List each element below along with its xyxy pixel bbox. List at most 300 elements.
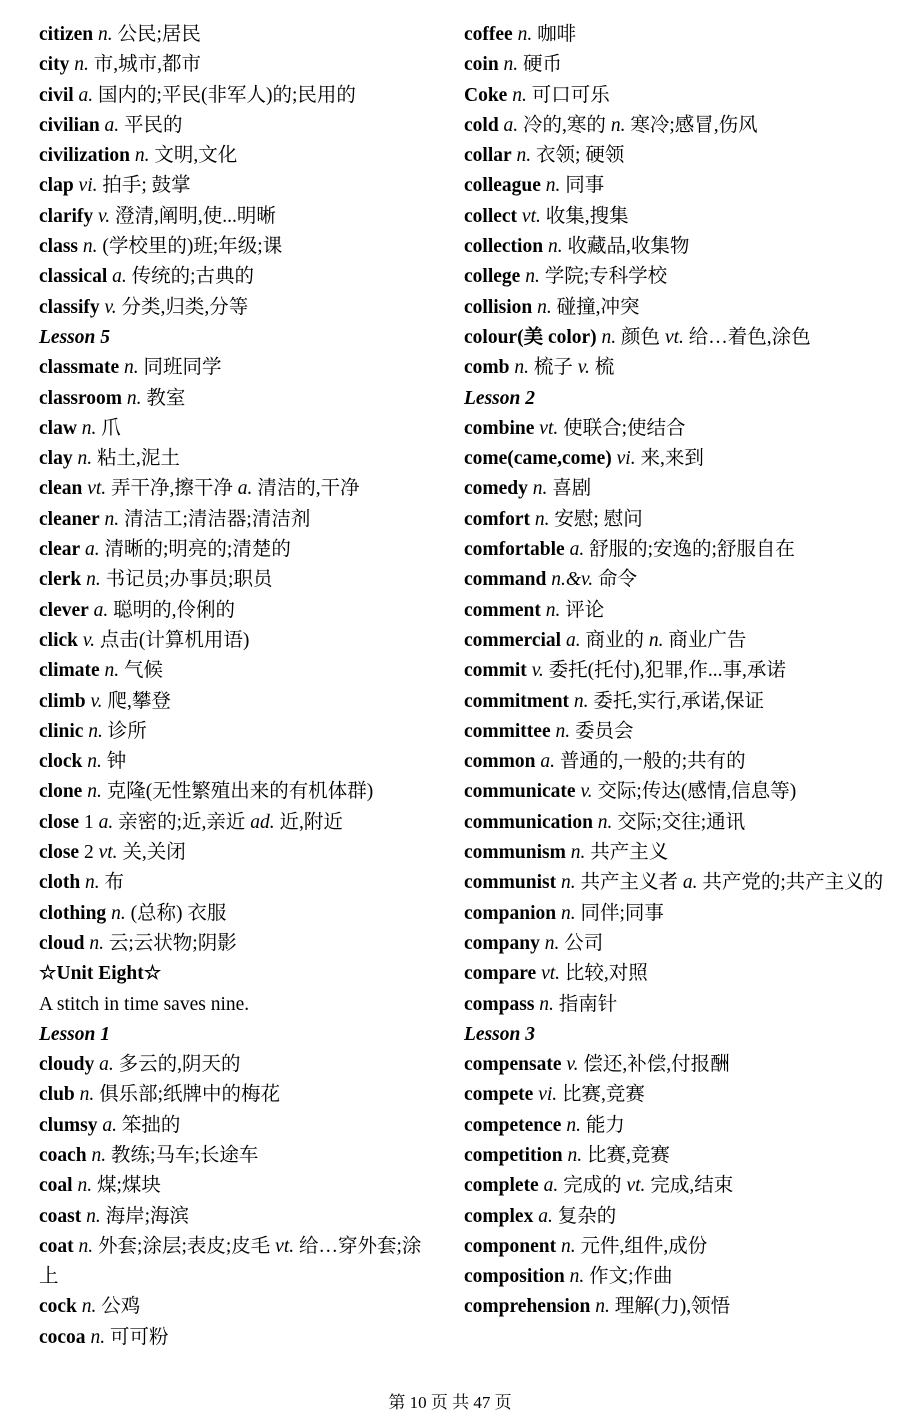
vocab-entry bbox=[39, 929, 439, 959]
entry-part-of-speech: n. bbox=[560, 902, 576, 924]
entry-definition: 比赛,竞赛 bbox=[562, 1084, 645, 1106]
vocab-entry bbox=[464, 141, 884, 171]
entry-definition: 公鸡 bbox=[101, 1296, 141, 1318]
vocab-entry bbox=[464, 505, 884, 535]
entry-definition: 粘土,泥土 bbox=[96, 448, 180, 470]
entry-part-of-speech: a. bbox=[569, 539, 585, 561]
lesson-heading: Lesson 1 bbox=[39, 1023, 110, 1045]
entry-definition: 文明,文化 bbox=[154, 145, 238, 167]
entry-word: clear bbox=[39, 539, 81, 561]
entry-definition: 分类,归类,分等 bbox=[121, 296, 249, 318]
entry-definition: 同班同学 bbox=[143, 357, 222, 379]
entry-part-of-speech: n. bbox=[90, 1326, 106, 1348]
entry-word: comfortable bbox=[464, 539, 565, 561]
entry-part-of-speech: vt. bbox=[664, 326, 684, 348]
entry-definition: 舒服的;安逸的;舒服自在 bbox=[589, 539, 795, 561]
vocab-entry bbox=[464, 1050, 884, 1080]
entry-part-of-speech: n. bbox=[595, 1296, 610, 1318]
vocab-entry bbox=[39, 1050, 439, 1080]
entry-part-of-speech: a. bbox=[237, 478, 253, 500]
vocab-entry bbox=[464, 232, 884, 262]
vocab-entry bbox=[464, 262, 884, 292]
entry-word: communication bbox=[464, 811, 593, 833]
vocab-entry bbox=[464, 656, 884, 686]
vocab-entry bbox=[39, 1323, 439, 1353]
entry-word: compensate bbox=[464, 1054, 562, 1076]
entry-part-of-speech: a. bbox=[112, 266, 127, 288]
entry-definition: 评论 bbox=[565, 599, 605, 621]
proverb-text: A stitch in time saves nine. bbox=[39, 993, 250, 1015]
entry-part-of-speech: n. bbox=[539, 993, 554, 1015]
entry-word: commercial bbox=[464, 629, 562, 651]
entry-definition: 钟 bbox=[106, 751, 127, 773]
entry-definition: 爪 bbox=[101, 417, 121, 439]
vocab-entry bbox=[464, 171, 884, 201]
entry-definition: 关,关闭 bbox=[122, 842, 186, 864]
entry-part-of-speech: n. bbox=[134, 145, 150, 167]
entry-word: communist bbox=[464, 872, 557, 894]
entry-word: clothing bbox=[39, 902, 107, 924]
vocab-entry bbox=[39, 81, 439, 111]
lesson-heading: Lesson 5 bbox=[39, 326, 110, 348]
entry-word: competence bbox=[464, 1114, 562, 1136]
entry-part-of-speech: v. bbox=[82, 629, 95, 651]
entry-definition: 咖啡 bbox=[537, 24, 577, 45]
entry-definition: 衣领; 硬领 bbox=[536, 145, 625, 167]
entry-part-of-speech: n. bbox=[648, 629, 664, 651]
entry-part-of-speech: a. bbox=[104, 114, 120, 136]
entry-word: claw bbox=[39, 417, 77, 439]
entry-part-of-speech: n. bbox=[85, 872, 100, 894]
entry-word: civilian bbox=[39, 114, 100, 136]
page-footer: 第 10 页 共 47 页 bbox=[388, 1393, 512, 1412]
vocab-entry bbox=[464, 1292, 884, 1322]
entry-definition: 交际;交往;通讯 bbox=[617, 811, 746, 833]
entry-word: club bbox=[39, 1084, 75, 1106]
entry-part-of-speech: n. bbox=[517, 24, 533, 45]
entry-definition: 可可粉 bbox=[109, 1326, 169, 1348]
entry-word: comedy bbox=[464, 478, 528, 500]
entry-definition: 同事 bbox=[565, 175, 605, 197]
entry-definition: 海岸;海滨 bbox=[105, 1205, 190, 1227]
entry-word: coffee bbox=[464, 24, 513, 45]
entry-definition: 收藏品,收集物 bbox=[567, 236, 690, 258]
vocab-entry bbox=[464, 565, 884, 595]
vocab-entry bbox=[464, 202, 884, 232]
vocab-entry bbox=[464, 81, 884, 111]
entry-word: cleaner bbox=[39, 508, 100, 530]
entry-word: clerk bbox=[39, 569, 82, 591]
entry-part-of-speech: n. bbox=[555, 720, 571, 742]
entry-part-of-speech: n. bbox=[537, 296, 552, 318]
entry-part-of-speech: vt. bbox=[275, 1235, 295, 1257]
vocab-entry bbox=[464, 111, 884, 141]
entry-part-of-speech: n. bbox=[87, 781, 102, 803]
entry-part-of-speech: a. bbox=[682, 872, 698, 894]
entry-part-of-speech: a. bbox=[102, 1114, 117, 1136]
entry-part-of-speech: n. bbox=[124, 357, 139, 379]
entry-word: colleague bbox=[464, 175, 541, 197]
entry-part-of-speech: a. bbox=[538, 1205, 553, 1227]
entry-word: communism bbox=[464, 842, 566, 864]
entry-definition: 清洁的,干净 bbox=[257, 478, 360, 500]
entry-word: cloth bbox=[39, 872, 81, 894]
entry-word: comment bbox=[464, 599, 541, 621]
entry-word: collect bbox=[464, 205, 518, 227]
entry-definition: 平民的 bbox=[124, 114, 183, 136]
entry-part-of-speech: n. bbox=[81, 417, 97, 439]
entry-part-of-speech: n. bbox=[82, 236, 98, 258]
entry-definition: 共产党的;共产主义的 bbox=[702, 872, 884, 894]
entry-word: citizen bbox=[39, 24, 94, 45]
vocab-entry bbox=[464, 959, 884, 989]
entry-word: cloudy bbox=[39, 1054, 95, 1076]
entry-part-of-speech: v. bbox=[580, 781, 593, 803]
entry-definition: 拍手; 鼓掌 bbox=[102, 175, 191, 197]
vocab-entry bbox=[39, 474, 439, 504]
entry-part-of-speech: n. bbox=[545, 175, 561, 197]
entry-word: compare bbox=[464, 963, 537, 985]
entry-part-of-speech: n. bbox=[88, 720, 103, 742]
entry-word: classmate bbox=[39, 357, 120, 379]
right-column bbox=[464, 20, 884, 1323]
entry-word: classroom bbox=[39, 387, 123, 409]
entry-part-of-speech: a. bbox=[85, 539, 100, 561]
entry-word: civil bbox=[39, 84, 74, 106]
entry-word: compete bbox=[464, 1084, 534, 1106]
vocab-entry bbox=[39, 838, 439, 868]
vocab-entry bbox=[39, 262, 439, 292]
entry-definition: 商业广告 bbox=[668, 629, 747, 651]
entry-part-of-speech: a. bbox=[540, 751, 555, 773]
entry-word: collar bbox=[464, 145, 512, 167]
vocab-entry bbox=[464, 50, 884, 80]
entry-definition: 近,附近 bbox=[279, 811, 343, 833]
vocab-entry bbox=[464, 1262, 884, 1292]
vocab-entry bbox=[464, 474, 884, 504]
vocab-entry bbox=[464, 444, 884, 474]
entry-word: city bbox=[39, 54, 70, 76]
entry-word: clumsy bbox=[39, 1114, 98, 1136]
entry-part-of-speech: n. bbox=[126, 387, 142, 409]
entry-definition: 委托,实行,承诺,保证 bbox=[593, 690, 765, 712]
entry-definition: 硬币 bbox=[523, 54, 563, 76]
entry-part-of-speech: n. bbox=[79, 1084, 95, 1106]
entry-word: composition bbox=[464, 1266, 565, 1288]
vocab-entry bbox=[464, 596, 884, 626]
vocab-entry bbox=[39, 111, 439, 141]
vocab-entry bbox=[39, 202, 439, 232]
entry-part-of-speech: a. bbox=[93, 599, 109, 621]
entry-word: click bbox=[39, 629, 78, 651]
entry-word: commit bbox=[464, 660, 527, 682]
entry-definition: 完成的 bbox=[563, 1175, 622, 1197]
vocab-entry bbox=[39, 505, 439, 535]
entry-part-of-speech: vt. bbox=[539, 417, 559, 439]
vocab-entry bbox=[464, 990, 884, 1020]
entry-part-of-speech: n. bbox=[78, 1235, 94, 1257]
entry-part-of-speech: vt. bbox=[541, 963, 561, 985]
entry-word: collection bbox=[464, 236, 544, 258]
entry-word: coast bbox=[39, 1205, 82, 1227]
vocab-entry bbox=[39, 687, 439, 717]
entry-part-of-speech: a. bbox=[543, 1175, 559, 1197]
entry-definition: 诊所 bbox=[107, 720, 147, 742]
entry-definition: 偿还,补偿,付报酬 bbox=[583, 1054, 730, 1076]
entry-part-of-speech: n. bbox=[512, 84, 527, 106]
entry-definition: 亲密的;近,亲近 bbox=[118, 811, 246, 833]
entry-word: clinic bbox=[39, 720, 84, 742]
entry-part-of-speech: n. bbox=[570, 842, 586, 864]
entry-definition: 共产主义 bbox=[590, 842, 669, 864]
vocab-entry bbox=[464, 535, 884, 565]
entry-word: commitment bbox=[464, 690, 570, 712]
entry-definition: 外套;涂层;表皮;皮毛 bbox=[98, 1235, 271, 1257]
entry-word: close bbox=[39, 811, 80, 833]
entry-word: clay bbox=[39, 448, 73, 470]
entry-definition: 多云的,阴天的 bbox=[118, 1054, 241, 1076]
entry-word: committee bbox=[464, 720, 551, 742]
entry-word: cloud bbox=[39, 932, 85, 954]
entry-definition: 指南针 bbox=[558, 993, 618, 1015]
entry-definition: 传统的;古典的 bbox=[131, 266, 255, 288]
entry-word: command bbox=[464, 569, 547, 591]
entry-definition: 理解(力),领悟 bbox=[614, 1296, 731, 1318]
entry-definition: 寒冷;感冒,伤风 bbox=[630, 114, 758, 136]
vocab-entry bbox=[464, 929, 884, 959]
vocab-entry bbox=[39, 868, 439, 898]
vocab-entry bbox=[39, 1111, 439, 1141]
entry-word: civilization bbox=[39, 145, 130, 167]
entry-word: climate bbox=[39, 660, 100, 682]
entry-definition: 使联合;使结合 bbox=[563, 417, 686, 439]
entry-definition: 比较,对照 bbox=[564, 963, 648, 985]
entry-word: communicate bbox=[464, 781, 576, 803]
vocab-entry bbox=[464, 414, 884, 444]
entry-word: colour(美 color) bbox=[464, 326, 597, 348]
entry-word: clap bbox=[39, 175, 74, 197]
vocab-entry bbox=[464, 777, 884, 807]
entry-part-of-speech: vi. bbox=[538, 1084, 558, 1106]
unit-heading: ☆Unit Eight☆ bbox=[39, 963, 162, 985]
entry-part-of-speech: n. bbox=[566, 1114, 581, 1136]
vocab-entry bbox=[39, 565, 439, 595]
entry-word: company bbox=[464, 932, 540, 954]
entry-definition: 普通的,一般的;共有的 bbox=[559, 751, 746, 773]
vocab-entry bbox=[464, 1141, 884, 1171]
entry-definition: 气候 bbox=[124, 660, 164, 682]
entry-definition: 交际;传达(感情,信息等) bbox=[597, 781, 797, 803]
entry-sense-number: 2 bbox=[83, 842, 94, 864]
entry-definition: 清洁工;清洁器;清洁剂 bbox=[124, 508, 311, 530]
entry-word: Coke bbox=[464, 84, 508, 106]
vocab-entry bbox=[39, 353, 439, 383]
entry-part-of-speech: n. bbox=[89, 932, 105, 954]
vocab-entry bbox=[39, 777, 439, 807]
entry-definition: 国内的;平民(非军人)的;民用的 bbox=[98, 84, 356, 106]
entry-definition: 共产主义者 bbox=[580, 872, 678, 894]
vocab-entry bbox=[464, 747, 884, 777]
entry-word: collision bbox=[464, 296, 533, 318]
entry-definition: (总称) 衣服 bbox=[130, 902, 227, 924]
entry-definition: 聪明的,伶俐的 bbox=[113, 599, 236, 621]
vocab-entry bbox=[39, 1080, 439, 1110]
entry-part-of-speech: vt. bbox=[87, 478, 107, 500]
entry-word: comprehension bbox=[464, 1296, 591, 1318]
entry-word: clean bbox=[39, 478, 83, 500]
entry-definition: 克隆(无性繁殖出来的有机体群) bbox=[106, 781, 374, 803]
entry-word: comfort bbox=[464, 508, 531, 530]
entry-part-of-speech: n. bbox=[516, 145, 532, 167]
entry-part-of-speech: vt. bbox=[521, 205, 541, 227]
entry-part-of-speech: a. bbox=[565, 629, 581, 651]
entry-sense-number: 1 bbox=[83, 811, 94, 833]
vocab-entry bbox=[39, 899, 439, 929]
entry-part-of-speech: n. bbox=[597, 811, 613, 833]
lesson-heading: Lesson 3 bbox=[464, 1023, 535, 1045]
vocab-entry bbox=[39, 50, 439, 80]
entry-part-of-speech: v. bbox=[566, 1054, 579, 1076]
vocab-entry bbox=[464, 899, 884, 929]
vocab-entry bbox=[39, 747, 439, 777]
entry-part-of-speech: n. bbox=[560, 1235, 576, 1257]
entry-word: coal bbox=[39, 1175, 73, 1197]
vocab-entry bbox=[39, 596, 439, 626]
entry-definition: 颜色 bbox=[621, 326, 661, 348]
entry-part-of-speech: n. bbox=[104, 660, 120, 682]
entry-part-of-speech: n. bbox=[111, 902, 126, 924]
entry-part-of-speech: vi. bbox=[78, 175, 98, 197]
entry-definition: 喜剧 bbox=[552, 478, 592, 500]
entry-definition: 教练;马车;长途车 bbox=[111, 1144, 259, 1166]
entry-part-of-speech: n. bbox=[532, 478, 548, 500]
vocab-entry bbox=[39, 1171, 439, 1201]
entry-definition: 点击(计算机用语) bbox=[99, 629, 250, 651]
entry-word: competition bbox=[464, 1144, 563, 1166]
entry-part-of-speech: n. bbox=[525, 266, 540, 288]
entry-word: class bbox=[39, 236, 78, 258]
entry-word: clone bbox=[39, 781, 83, 803]
entry-definition: 能力 bbox=[585, 1114, 625, 1136]
entry-definition: 复杂的 bbox=[557, 1205, 617, 1227]
entry-word: companion bbox=[464, 902, 557, 924]
entry-part-of-speech: n. bbox=[98, 24, 113, 45]
entry-part-of-speech: n.&v. bbox=[551, 569, 594, 591]
entry-word: clever bbox=[39, 599, 89, 621]
entry-definition: 公司 bbox=[564, 932, 604, 954]
vocab-entry bbox=[39, 808, 439, 838]
entry-word: coin bbox=[464, 54, 499, 76]
entry-part-of-speech: n. bbox=[567, 1144, 583, 1166]
entry-part-of-speech: n. bbox=[573, 690, 589, 712]
entry-word: clarify bbox=[39, 205, 94, 227]
vocab-entry bbox=[464, 1171, 884, 1201]
entry-part-of-speech: v. bbox=[577, 357, 590, 379]
entry-definition: 学院;专科学校 bbox=[544, 266, 668, 288]
entry-definition: 碰撞,冲突 bbox=[556, 296, 640, 318]
vocab-entry bbox=[39, 414, 439, 444]
entry-word: coach bbox=[39, 1144, 87, 1166]
vocab-entry bbox=[39, 717, 439, 747]
vocab-entry bbox=[39, 384, 439, 414]
entry-part-of-speech: a. bbox=[99, 1054, 114, 1076]
entry-word: cock bbox=[39, 1296, 77, 1318]
vocab-entry bbox=[464, 687, 884, 717]
entry-definition: 委托(托付),犯罪,作...事,承诺 bbox=[548, 660, 786, 682]
entry-definition: 梳子 bbox=[533, 357, 573, 379]
entry-definition: 爬,攀登 bbox=[107, 690, 171, 712]
entry-part-of-speech: n. bbox=[534, 508, 550, 530]
vocab-entry bbox=[39, 1232, 439, 1293]
vocab-entry bbox=[39, 293, 439, 323]
vocab-entry bbox=[39, 626, 439, 656]
entry-definition: 煤;煤块 bbox=[96, 1175, 161, 1197]
entry-part-of-speech: n. bbox=[547, 236, 563, 258]
entry-definition: 完成,结束 bbox=[650, 1175, 734, 1197]
entry-part-of-speech: n. bbox=[74, 54, 89, 76]
entry-definition: 市,城市,都市 bbox=[93, 54, 201, 76]
entry-word: compass bbox=[464, 993, 535, 1015]
entry-part-of-speech: n. bbox=[544, 932, 560, 954]
vocab-entry bbox=[464, 868, 884, 898]
entry-definition: 商业的 bbox=[585, 629, 644, 651]
vocab-entry bbox=[464, 323, 884, 353]
entry-word: classify bbox=[39, 296, 100, 318]
entry-definition: 命令 bbox=[597, 569, 637, 591]
entry-part-of-speech: a. bbox=[98, 811, 114, 833]
entry-part-of-speech: vi. bbox=[616, 448, 636, 470]
entry-definition: 收集,搜集 bbox=[545, 205, 629, 227]
entry-part-of-speech: vt. bbox=[626, 1175, 646, 1197]
entry-part-of-speech: n. bbox=[601, 326, 617, 348]
vocab-entry bbox=[39, 444, 439, 474]
vocab-entry bbox=[39, 656, 439, 686]
vocab-entry bbox=[39, 232, 439, 262]
entry-part-of-speech: v. bbox=[90, 690, 103, 712]
vocab-entry bbox=[464, 1202, 884, 1232]
entry-part-of-speech: n. bbox=[87, 751, 102, 773]
entry-word: combine bbox=[464, 417, 535, 439]
vocab-entry bbox=[39, 171, 439, 201]
entry-definition: 云;云状物;阴影 bbox=[108, 932, 237, 954]
vocab-entry bbox=[464, 353, 884, 383]
entry-part-of-speech: n. bbox=[569, 1266, 585, 1288]
entry-definition: 可口可乐 bbox=[531, 84, 610, 106]
entry-part-of-speech: a. bbox=[78, 84, 94, 106]
entry-part-of-speech: n. bbox=[610, 114, 626, 136]
entry-definition: 同伴;同事 bbox=[580, 902, 664, 924]
entry-definition: 清晰的;明亮的;清楚的 bbox=[104, 539, 291, 561]
entry-part-of-speech: n. bbox=[91, 1144, 107, 1166]
entry-part-of-speech: ad. bbox=[250, 811, 275, 833]
entry-definition: 作文;作曲 bbox=[589, 1266, 673, 1288]
vocab-entry bbox=[39, 1202, 439, 1232]
vocab-entry bbox=[464, 20, 884, 50]
entry-definition: 弄干净,擦干净 bbox=[111, 478, 233, 500]
entry-definition: 安慰; 慰问 bbox=[554, 508, 643, 530]
vocab-entry bbox=[464, 717, 884, 747]
entry-part-of-speech: a. bbox=[503, 114, 519, 136]
entry-word: clock bbox=[39, 751, 83, 773]
entry-part-of-speech: n. bbox=[81, 1296, 97, 1318]
vocab-entry bbox=[464, 838, 884, 868]
entry-definition: 元件,组件,成份 bbox=[580, 1235, 708, 1257]
entry-part-of-speech: n. bbox=[560, 872, 576, 894]
entry-word: come(came,come) bbox=[464, 448, 612, 470]
entry-word: complete bbox=[464, 1175, 539, 1197]
vocab-entry bbox=[464, 1232, 884, 1262]
entry-definition: 教室 bbox=[146, 387, 186, 409]
